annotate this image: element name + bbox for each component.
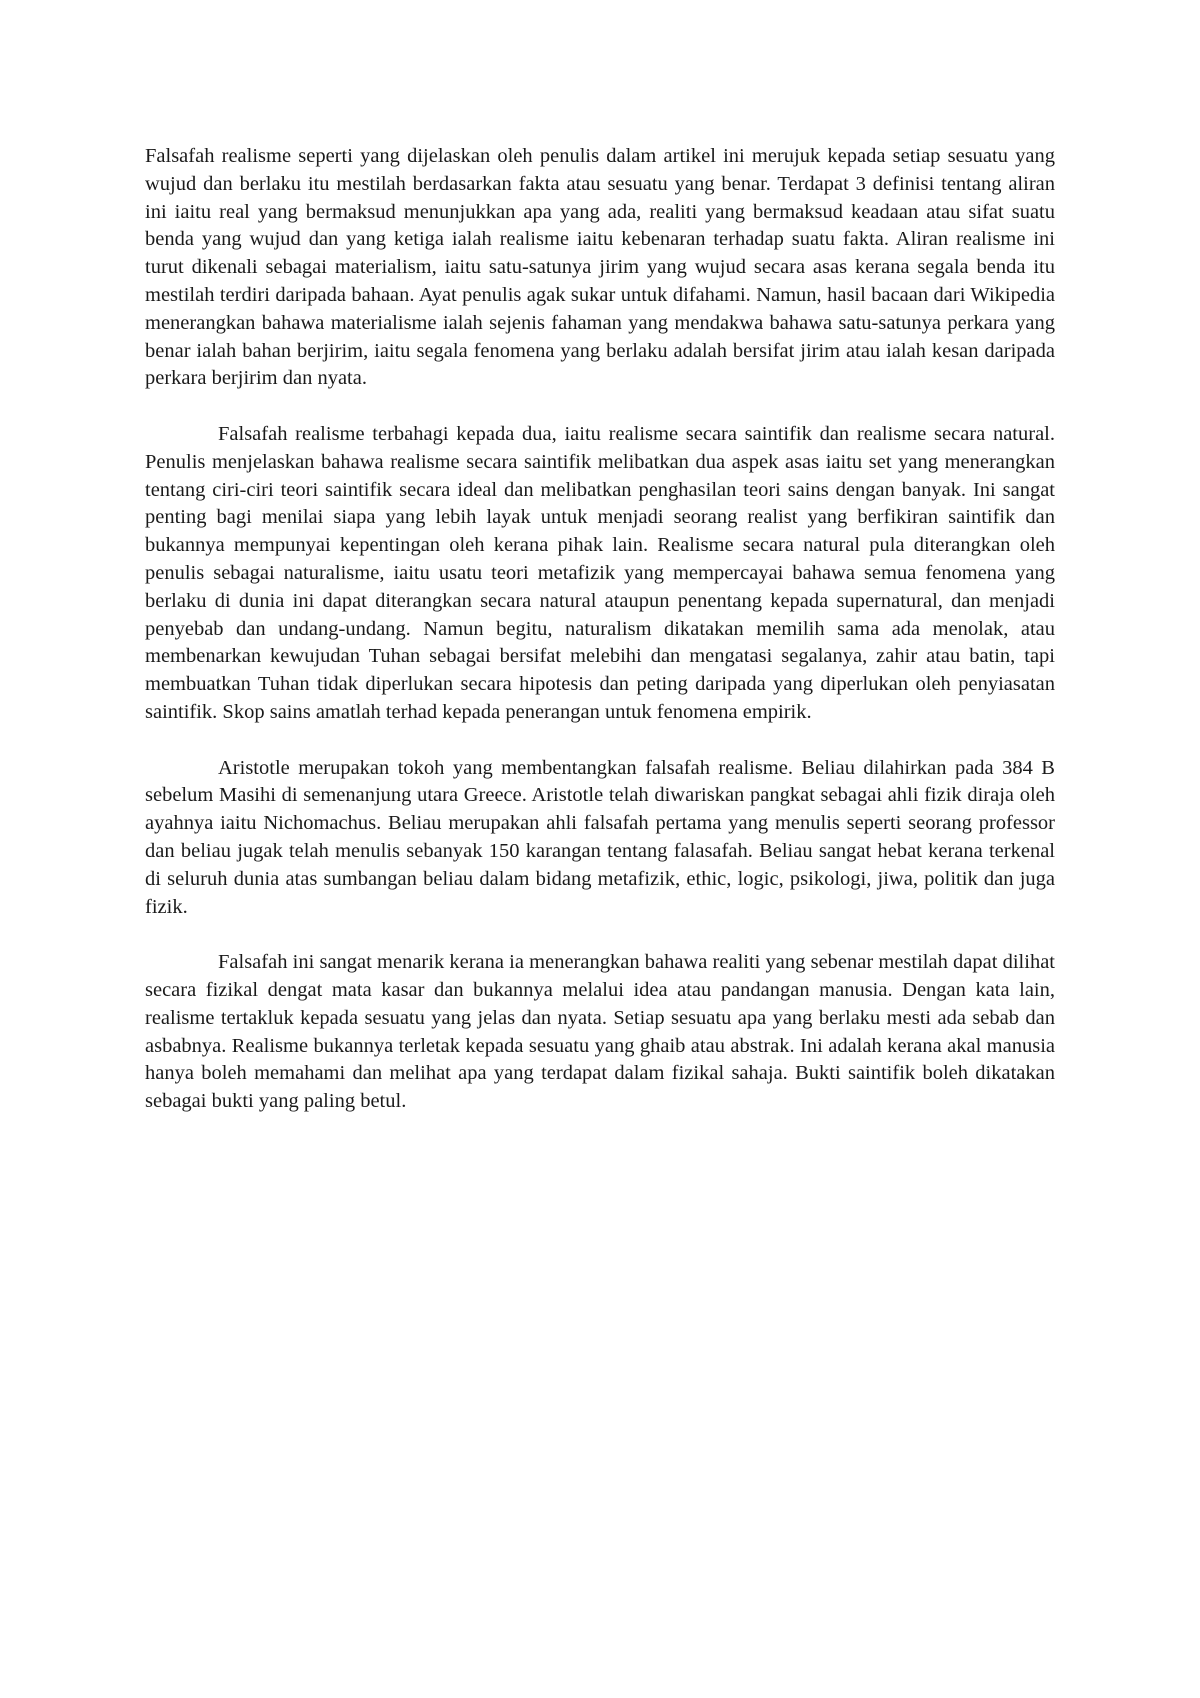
paragraph-4: Falsafah ini sangat menarik kerana ia menerangkan bahawa realiti yang sebenar mestilah dapat dilihat secara fizikal dengat mata kasar dan bukannya melalui idea atau pandangan manusia. Dengan kata lain, realisme tertakluk kepada sesuatu yang jelas dan nyata. Setiap sesuatu apa yang berlaku mesti ada sebab dan asbabnya. Realisme bukannya terletak kepada sesuatu yang ghaib atau abstrak. Ini adalah kerana akal manusia hanya boleh memahami dan melihat apa yang terdapat dalam fizikal sahaja. Bukti saintifik boleh dikatakan sebagai bukti yang paling betul. <box>145 951 1055 1113</box>
paragraph-2: Falsafah realisme terbahagi kepada dua, iaitu realisme secara saintifik dan realisme secara natural. Penulis menjelaskan bahawa realisme secara saintifik melibatkan dua aspek asas iaitu set yang menerangkan tentang ciri-ciri teori saintifik secara ideal dan melibatkan penghasilan teori sains dengan banyak. Ini sangat penting bagi menilai siapa yang lebih layak untuk menjadi seorang realist yang berfikiran saintifik dan bukannya mempunyai kepentingan oleh kerana pihak lain. Realisme secara natural pula diterangkan oleh penulis sebagai naturalisme, iaitu usatu teori metafizik yang mempercayai bahawa semua fenomena yang berlaku di dunia ini dapat diterangkan secara natural ataupun penentang kepada supernatural, dan menjadi penyebab dan undang-undang. Namun begitu, naturalism dikatakan memilih sama ada menolak, atau membenarkan kewujudan Tuhan sebagai bersifat melebihi dan mengatasi segalanya, zahir atau batin, tapi membuatkan Tuhan tidak diperlukan secara hipotesis dan peting daripada yang diperlukan oleh penyiasatan saintifik. Skop sains amatlah terhad kepada penerangan untuk fenomena empirik. <box>145 422 1055 723</box>
document-body <box>145 143 1055 1144</box>
paragraph-1: Falsafah realisme seperti yang dijelaskan oleh penulis dalam artikel ini merujuk kepada setiap sesuatu yang wujud dan berlaku itu mestilah berdasarkan fakta atau sesuatu yang benar. Terdapat 3 definisi tentang aliran ini iaitu real yang bermaksud menunjukkan apa yang ada, realiti yang bermaksud keadaan atau sifat suatu benda yang wujud dan yang ketiga ialah realisme iaitu kebenaran terhadap suatu fakta. Aliran realisme ini turut dikenali sebagai materialism, iaitu satu-satunya jirim yang wujud secara asas kerana segala benda itu mestilah terdiri daripada bahaan. Ayat penulis agak sukar untuk difahami. Namun, hasil bacaan dari Wikipedia menerangkan bahawa materialisme ialah sejenis fahaman yang mendakwa bahawa satu-satunya perkara yang benar ialah bahan berjirim, iaitu segala fenomena yang berlaku adalah bersifat jirim atau ialah kesan daripada perkara berjirim dan nyata. <box>145 145 1055 390</box>
paragraph-3: Aristotle merupakan tokoh yang membentangkan falsafah realisme. Beliau dilahirkan pada 384 B sebelum Masihi di semenanjung utara Greece. Aristotle telah diwariskan pangkat sebagai ahli fizik diraja oleh ayahnya iaitu Nichomachus. Beliau merupakan ahli falsafah pertama yang menulis seperti seorang professor dan beliau jugak telah menulis sebanyak 150 karangan tentang falasafah. Beliau sangat hebat kerana terkenal di seluruh dunia atas sumbangan beliau dalam bidang metafizik, ethic, logic, psikologi, jiwa, politik dan juga fizik. <box>145 756 1055 918</box>
